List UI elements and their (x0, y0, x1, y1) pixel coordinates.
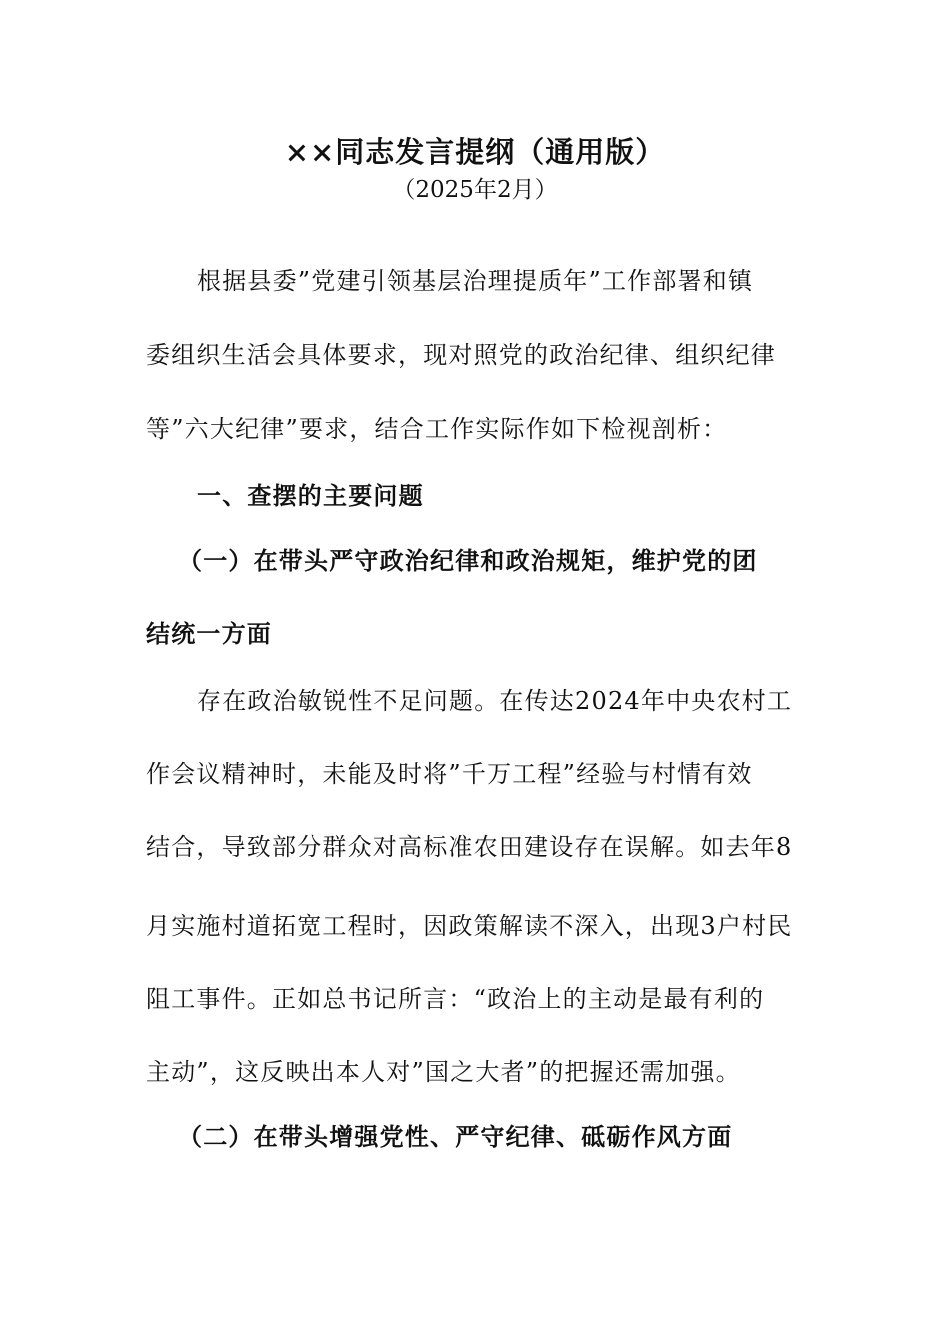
subsection-1-body-line-5: 阻工事件。正如总书记所言：“政治上的主动是最有利的 (146, 985, 765, 1013)
document-title: ××同志发言提纲（通用版） (284, 135, 666, 169)
subsection-1-body-line-1: 存在政治敏锐性不足问题。在传达2024年中央农村工 (197, 687, 793, 715)
intro-line-1: 根据县委”党建引领基层治理提质年”工作部署和镇 (197, 267, 754, 295)
subsection-1-body-line-6: 主动”，这反映出本人对”国之大者”的把握还需加强。 (146, 1058, 741, 1086)
document-date: （2025年2月） (392, 177, 558, 203)
intro-line-3: 等”六大纪律”要求，结合工作实际作如下检视剖析： (146, 415, 728, 443)
subsection-1-body-line-4: 月实施村道拓宽工程时，因政策解读不深入，出现3户村民 (146, 912, 793, 940)
intro-line-2: 委组织生活会具体要求，现对照党的政治纪律、组织纪律 (146, 341, 776, 369)
subsection-1-heading-line-2: 结统一方面 (146, 619, 272, 648)
subsection-1-body-line-2: 作会议精神时，未能及时将”千万工程”经验与村情有效 (146, 760, 753, 788)
subsection-1-body-line-3: 结合，导致部分群众对高标准农田建设存在误解。如去年8 (146, 833, 793, 861)
subsection-2-heading: （二）在带头增强党性、严守纪律、砥砺作风方面 (178, 1122, 733, 1151)
subsection-1-heading-line-1: （一）在带头严守政治纪律和政治规矩，维护党的团 (178, 546, 758, 575)
section-1-heading: 一、查摆的主要问题 (197, 481, 424, 510)
